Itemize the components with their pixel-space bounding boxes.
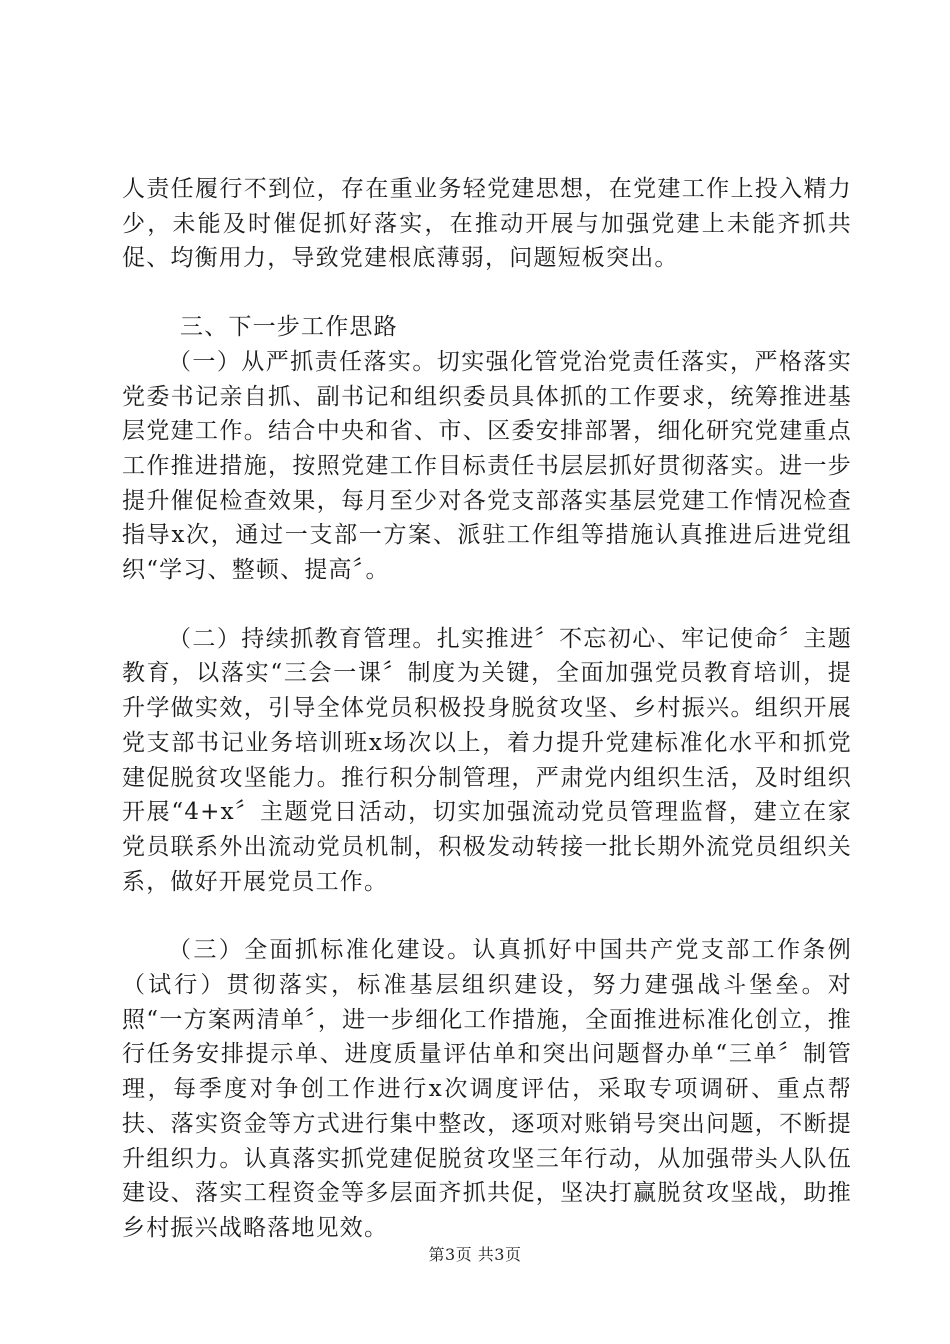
paragraph-item-2: （二）持续抓教育管理。扎实推进〞不忘初心、牢记使命〞主题教育，以落实“三会一课〞制度为关键，全面加强党员教育培训，提升学做实效，引导全体党员积极投身脱贫攻坚、乡村振兴。组织开展党支部书记业务培训班x场次以上，着力提升党建标准化水平和抓党建促脱贫攻坚能力。推行积分制管理，严肃党内组织生活，及时组织开展“4+x〞主题党日活动，切实加强流动党员管理监督，建立在家党员联系外出流动党员机制，积极发动转接一批长期外流党员组织关系，做好开展党员工作。 <box>122 625 852 895</box>
page-footer: 第3页 共3页 <box>428 1245 522 1264</box>
paragraph-item-3: （三）全面抓标准化建设。认真抓好中国共产党支部工作条例（试行）贯彻落实，标准基层组织建设，努力建强战斗堡垒。对照“一方案两清单〞，进一步细化工作措施，全面推进标准化创立，推行任务安排提示单、进度质量评估单和突出问题督办单“三单〞制管理，每季度对争创工作进行x次调度评估，采取专项调研、重点帮扶、落实资金等方式进行集中整改，逐项对账销号突出问题，不断提升组织力。认真落实抓党建促脱贫攻坚三年行动，从加强带头人队伍建设、落实工程资金等多层面齐抓共促，坚决打赢脱贫攻坚战，助推乡村振兴战略落地见效。 <box>122 937 852 1241</box>
paragraph-continuation: 人责任履行不到位，存在重业务轻党建思想，在党建工作上投入精力少，未能及时催促抓好落实，在推动开展与加强党建上未能齐抓共促、均衡用力，导致党建根底薄弱，问题短板突出。 <box>122 176 852 272</box>
paragraph-gap <box>122 899 852 933</box>
paragraph-gap <box>122 276 852 310</box>
document-body <box>122 172 852 1246</box>
section-heading: 三、下一步工作思路 <box>180 314 398 341</box>
paragraph-item-1: （一）从严抓责任落实。切实强化管党治党责任落实，严格落实党委书记亲自抓、副书记和组织委员具体抓的工作要求，统筹推进基层党建工作。结合中央和省、市、区委安排部署，细化研究党建重点工作推进措施，按照党建工作目标责任书层层抓好贯彻落实。进一步提升催促检查效果，每月至少对各党支部落实基层党建工作情况检查指导x次，通过一支部一方案、派驻工作组等措施认真推进后进党组织“学习、整顿、提高〞。 <box>122 348 852 584</box>
paragraph-gap <box>122 588 852 622</box>
